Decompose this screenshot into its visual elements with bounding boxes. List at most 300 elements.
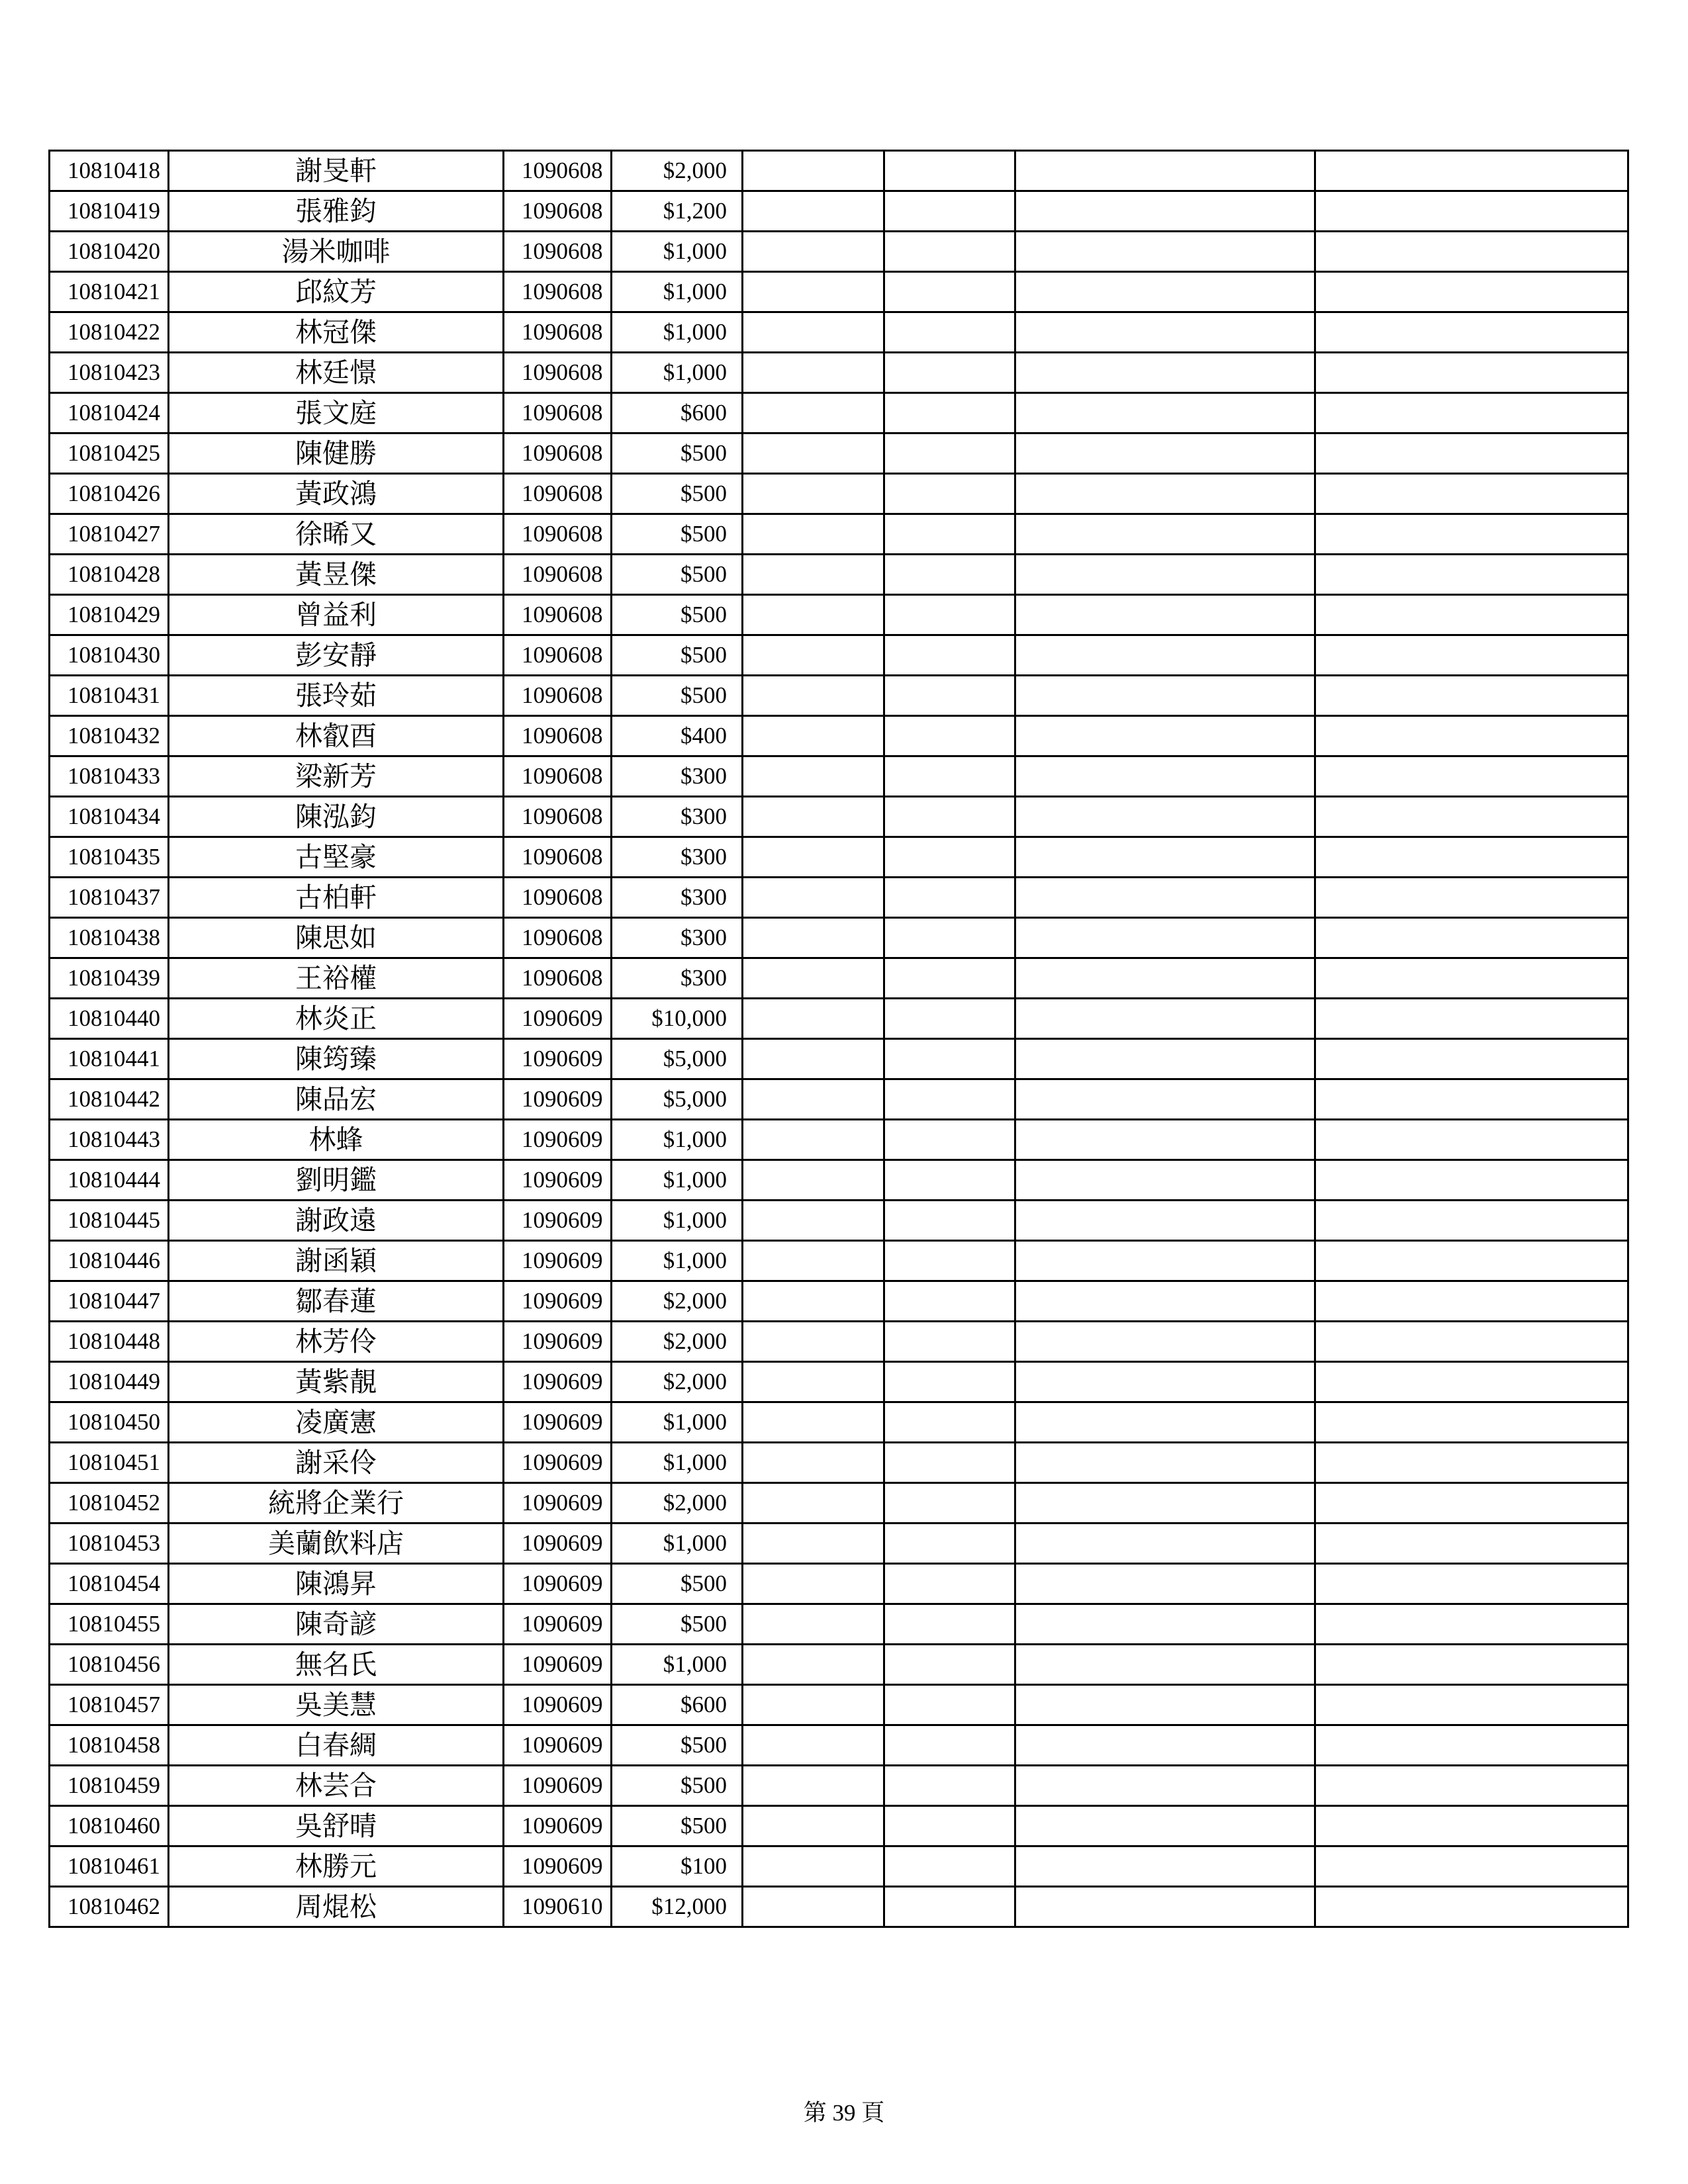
table-row <box>50 272 1628 312</box>
blank-cell <box>1015 1241 1315 1281</box>
date-cell: 1090609 <box>504 1846 612 1887</box>
blank-cell <box>1315 1039 1628 1079</box>
blank-cell <box>884 1362 1015 1402</box>
table-row <box>50 676 1628 716</box>
blank-cell <box>884 151 1015 191</box>
blank-cell <box>1015 999 1315 1039</box>
table-row <box>50 1120 1628 1160</box>
receipt-id-cell: 10810458 <box>50 1725 169 1766</box>
date-cell: 1090608 <box>504 353 612 393</box>
amount-cell: $500 <box>612 433 743 474</box>
amount-cell: $2,000 <box>612 1483 743 1524</box>
amount-cell: $1,000 <box>612 1201 743 1241</box>
blank-cell <box>1315 191 1628 232</box>
amount-cell: $5,000 <box>612 1079 743 1120</box>
donor-name-cell: 王裕權 <box>169 958 504 999</box>
page-number: 第 39 頁 <box>803 2100 885 2126</box>
blank-cell <box>1015 716 1315 756</box>
blank-cell <box>884 514 1015 555</box>
donor-name-cell: 謝采伶 <box>169 1443 504 1483</box>
blank-cell <box>1315 1766 1628 1806</box>
receipt-id-cell: 10810451 <box>50 1443 169 1483</box>
amount-cell: $1,000 <box>612 232 743 272</box>
amount-cell: $400 <box>612 716 743 756</box>
blank-cell <box>1015 595 1315 635</box>
date-cell: 1090609 <box>504 1524 612 1564</box>
date-cell: 1090609 <box>504 1645 612 1685</box>
blank-cell <box>1015 1846 1315 1887</box>
amount-cell: $2,000 <box>612 1322 743 1362</box>
blank-cell <box>1015 1281 1315 1322</box>
blank-cell <box>1015 1887 1315 1927</box>
amount-cell: $1,000 <box>612 1443 743 1483</box>
table-row <box>50 595 1628 635</box>
donor-name-cell: 白春綢 <box>169 1725 504 1766</box>
blank-cell <box>743 999 884 1039</box>
blank-cell <box>884 1160 1015 1201</box>
receipt-id-cell: 10810452 <box>50 1483 169 1524</box>
blank-cell <box>1315 958 1628 999</box>
table-row <box>50 756 1628 797</box>
blank-cell <box>1315 1483 1628 1524</box>
table-row <box>50 1281 1628 1322</box>
blank-cell <box>1015 635 1315 676</box>
date-cell: 1090608 <box>504 514 612 555</box>
date-cell: 1090610 <box>504 1887 612 1927</box>
receipt-id-cell: 10810455 <box>50 1604 169 1645</box>
blank-cell <box>884 1281 1015 1322</box>
blank-cell <box>743 595 884 635</box>
blank-cell <box>884 353 1015 393</box>
blank-cell <box>1015 756 1315 797</box>
blank-cell <box>1315 1201 1628 1241</box>
blank-cell <box>743 878 884 918</box>
blank-cell <box>1015 1322 1315 1362</box>
date-cell: 1090608 <box>504 635 612 676</box>
blank-cell <box>1015 1120 1315 1160</box>
blank-cell <box>1315 312 1628 353</box>
date-cell: 1090608 <box>504 918 612 958</box>
donor-name-cell: 古柏軒 <box>169 878 504 918</box>
receipt-id-cell: 10810429 <box>50 595 169 635</box>
receipt-id-cell: 10810461 <box>50 1846 169 1887</box>
date-cell: 1090608 <box>504 191 612 232</box>
blank-cell <box>743 191 884 232</box>
receipt-id-cell: 10810431 <box>50 676 169 716</box>
blank-cell <box>1015 1483 1315 1524</box>
blank-cell <box>1015 837 1315 878</box>
donor-name-cell: 美蘭飲料店 <box>169 1524 504 1564</box>
receipt-id-cell: 10810444 <box>50 1160 169 1201</box>
blank-cell <box>1315 1564 1628 1604</box>
blank-cell <box>884 1685 1015 1725</box>
receipt-id-cell: 10810433 <box>50 756 169 797</box>
date-cell: 1090609 <box>504 1039 612 1079</box>
table-row <box>50 918 1628 958</box>
table-row <box>50 1846 1628 1887</box>
date-cell: 1090608 <box>504 756 612 797</box>
receipt-id-cell: 10810462 <box>50 1887 169 1927</box>
blank-cell <box>743 514 884 555</box>
blank-cell <box>743 1443 884 1483</box>
blank-cell <box>743 272 884 312</box>
amount-cell: $1,000 <box>612 1402 743 1443</box>
amount-cell: $500 <box>612 1604 743 1645</box>
donor-name-cell: 邱紋芳 <box>169 272 504 312</box>
blank-cell <box>1315 837 1628 878</box>
date-cell: 1090608 <box>504 151 612 191</box>
amount-cell: $5,000 <box>612 1039 743 1079</box>
blank-cell <box>1315 474 1628 514</box>
blank-cell <box>884 595 1015 635</box>
amount-cell: $500 <box>612 595 743 635</box>
donor-name-cell: 梁新芳 <box>169 756 504 797</box>
blank-cell <box>884 878 1015 918</box>
receipt-id-cell: 10810435 <box>50 837 169 878</box>
blank-cell <box>1315 1443 1628 1483</box>
blank-cell <box>1315 433 1628 474</box>
blank-cell <box>884 958 1015 999</box>
donor-name-cell: 林勝元 <box>169 1846 504 1887</box>
blank-cell <box>1015 1766 1315 1806</box>
blank-cell <box>743 151 884 191</box>
amount-cell: $300 <box>612 958 743 999</box>
amount-cell: $2,000 <box>612 1362 743 1402</box>
donor-name-cell: 鄒春蓮 <box>169 1281 504 1322</box>
blank-cell <box>1315 1281 1628 1322</box>
blank-cell <box>1315 1685 1628 1725</box>
blank-cell <box>884 1322 1015 1362</box>
table-row <box>50 353 1628 393</box>
blank-cell <box>743 1846 884 1887</box>
date-cell: 1090609 <box>504 1120 612 1160</box>
donor-name-cell: 曾益利 <box>169 595 504 635</box>
blank-cell <box>1015 878 1315 918</box>
blank-cell <box>1315 1322 1628 1362</box>
amount-cell: $1,200 <box>612 191 743 232</box>
receipt-id-cell: 10810418 <box>50 151 169 191</box>
donor-name-cell: 陳健勝 <box>169 433 504 474</box>
donor-name-cell: 黃紫靚 <box>169 1362 504 1402</box>
amount-cell: $1,000 <box>612 1524 743 1564</box>
table-row <box>50 1201 1628 1241</box>
blank-cell <box>743 393 884 433</box>
receipt-id-cell: 10810446 <box>50 1241 169 1281</box>
blank-cell <box>1015 272 1315 312</box>
blank-cell <box>1015 1524 1315 1564</box>
blank-cell <box>884 1806 1015 1846</box>
blank-cell <box>743 1645 884 1685</box>
receipt-id-cell: 10810453 <box>50 1524 169 1564</box>
receipt-id-cell: 10810437 <box>50 878 169 918</box>
blank-cell <box>884 1846 1015 1887</box>
date-cell: 1090609 <box>504 1402 612 1443</box>
blank-cell <box>743 918 884 958</box>
table-row <box>50 1564 1628 1604</box>
blank-cell <box>1015 1039 1315 1079</box>
blank-cell <box>1015 1402 1315 1443</box>
table-row <box>50 797 1628 837</box>
table-row <box>50 1039 1628 1079</box>
table-row <box>50 837 1628 878</box>
blank-cell <box>743 1322 884 1362</box>
blank-cell <box>1315 756 1628 797</box>
blank-cell <box>743 1281 884 1322</box>
blank-cell <box>1015 353 1315 393</box>
table-row <box>50 1645 1628 1685</box>
date-cell: 1090609 <box>504 1604 612 1645</box>
blank-cell <box>743 1079 884 1120</box>
donor-name-cell: 統將企業行 <box>169 1483 504 1524</box>
receipt-id-cell: 10810434 <box>50 797 169 837</box>
donor-name-cell: 劉明鑑 <box>169 1160 504 1201</box>
blank-cell <box>884 1564 1015 1604</box>
date-cell: 1090608 <box>504 716 612 756</box>
donor-name-cell: 湯米咖啡 <box>169 232 504 272</box>
blank-cell <box>884 635 1015 676</box>
blank-cell <box>1015 514 1315 555</box>
table-row <box>50 232 1628 272</box>
table-row <box>50 433 1628 474</box>
blank-cell <box>743 837 884 878</box>
blank-cell <box>743 232 884 272</box>
blank-cell <box>743 716 884 756</box>
table-row <box>50 1402 1628 1443</box>
date-cell: 1090609 <box>504 1685 612 1725</box>
amount-cell: $500 <box>612 1564 743 1604</box>
blank-cell <box>1315 676 1628 716</box>
date-cell: 1090608 <box>504 393 612 433</box>
blank-cell <box>743 1887 884 1927</box>
donor-name-cell: 張雅鈞 <box>169 191 504 232</box>
blank-cell <box>1315 1887 1628 1927</box>
table-row <box>50 514 1628 555</box>
blank-cell <box>1315 1725 1628 1766</box>
ledger-body <box>50 151 1628 1927</box>
blank-cell <box>884 1241 1015 1281</box>
blank-cell <box>884 1483 1015 1524</box>
blank-cell <box>884 716 1015 756</box>
receipt-id-cell: 10810426 <box>50 474 169 514</box>
receipt-id-cell: 10810449 <box>50 1362 169 1402</box>
blank-cell <box>1315 878 1628 918</box>
receipt-id-cell: 10810450 <box>50 1402 169 1443</box>
blank-cell <box>743 1725 884 1766</box>
blank-cell <box>1315 1524 1628 1564</box>
date-cell: 1090608 <box>504 272 612 312</box>
date-cell: 1090609 <box>504 999 612 1039</box>
table-row <box>50 312 1628 353</box>
receipt-id-cell: 10810445 <box>50 1201 169 1241</box>
blank-cell <box>743 474 884 514</box>
date-cell: 1090608 <box>504 595 612 635</box>
blank-cell <box>743 1524 884 1564</box>
blank-cell <box>743 1241 884 1281</box>
blank-cell <box>743 1604 884 1645</box>
blank-cell <box>1015 433 1315 474</box>
blank-cell <box>884 837 1015 878</box>
blank-cell <box>1315 1120 1628 1160</box>
blank-cell <box>884 918 1015 958</box>
donation-ledger-table <box>48 150 1629 1928</box>
amount-cell: $600 <box>612 393 743 433</box>
donor-name-cell: 謝政遠 <box>169 1201 504 1241</box>
blank-cell <box>1315 555 1628 595</box>
receipt-id-cell: 10810423 <box>50 353 169 393</box>
blank-cell <box>1315 1241 1628 1281</box>
blank-cell <box>743 1362 884 1402</box>
blank-cell <box>884 1766 1015 1806</box>
donor-name-cell: 徐晞又 <box>169 514 504 555</box>
receipt-id-cell: 10810428 <box>50 555 169 595</box>
receipt-id-cell: 10810460 <box>50 1806 169 1846</box>
amount-cell: $500 <box>612 474 743 514</box>
donor-name-cell: 陳品宏 <box>169 1079 504 1120</box>
blank-cell <box>743 1806 884 1846</box>
receipt-id-cell: 10810432 <box>50 716 169 756</box>
date-cell: 1090608 <box>504 878 612 918</box>
blank-cell <box>1015 1604 1315 1645</box>
amount-cell: $500 <box>612 1725 743 1766</box>
blank-cell <box>1315 151 1628 191</box>
table-row <box>50 1887 1628 1927</box>
blank-cell <box>884 272 1015 312</box>
receipt-id-cell: 10810454 <box>50 1564 169 1604</box>
date-cell: 1090609 <box>504 1362 612 1402</box>
amount-cell: $300 <box>612 837 743 878</box>
blank-cell <box>1015 1645 1315 1685</box>
blank-cell <box>1015 1079 1315 1120</box>
receipt-id-cell: 10810441 <box>50 1039 169 1079</box>
table-row <box>50 1362 1628 1402</box>
date-cell: 1090608 <box>504 837 612 878</box>
date-cell: 1090609 <box>504 1766 612 1806</box>
blank-cell <box>884 1887 1015 1927</box>
blank-cell <box>884 676 1015 716</box>
date-cell: 1090609 <box>504 1725 612 1766</box>
amount-cell: $600 <box>612 1685 743 1725</box>
table-row <box>50 1524 1628 1564</box>
table-row <box>50 191 1628 232</box>
donor-name-cell: 彭安靜 <box>169 635 504 676</box>
table-row <box>50 474 1628 514</box>
date-cell: 1090609 <box>504 1443 612 1483</box>
amount-cell: $1,000 <box>612 1160 743 1201</box>
blank-cell <box>743 312 884 353</box>
table-row <box>50 958 1628 999</box>
blank-cell <box>1015 474 1315 514</box>
donor-name-cell: 林叡酉 <box>169 716 504 756</box>
amount-cell: $300 <box>612 878 743 918</box>
blank-cell <box>884 797 1015 837</box>
blank-cell <box>884 1079 1015 1120</box>
receipt-id-cell: 10810447 <box>50 1281 169 1322</box>
amount-cell: $500 <box>612 635 743 676</box>
amount-cell: $1,000 <box>612 353 743 393</box>
date-cell: 1090609 <box>504 1160 612 1201</box>
blank-cell <box>743 1120 884 1160</box>
blank-cell <box>1015 676 1315 716</box>
amount-cell: $1,000 <box>612 272 743 312</box>
blank-cell <box>1315 393 1628 433</box>
donor-name-cell: 陳泓鈞 <box>169 797 504 837</box>
blank-cell <box>1015 918 1315 958</box>
donor-name-cell: 陳思如 <box>169 918 504 958</box>
blank-cell <box>1015 1564 1315 1604</box>
table-row <box>50 1241 1628 1281</box>
receipt-id-cell: 10810438 <box>50 918 169 958</box>
amount-cell: $1,000 <box>612 1241 743 1281</box>
donor-name-cell: 謝旻軒 <box>169 151 504 191</box>
blank-cell <box>743 635 884 676</box>
amount-cell: $300 <box>612 918 743 958</box>
blank-cell <box>884 999 1015 1039</box>
table-row <box>50 1160 1628 1201</box>
amount-cell: $300 <box>612 756 743 797</box>
blank-cell <box>884 1524 1015 1564</box>
receipt-id-cell: 10810419 <box>50 191 169 232</box>
blank-cell <box>743 1160 884 1201</box>
blank-cell <box>743 433 884 474</box>
blank-cell <box>1015 151 1315 191</box>
blank-cell <box>743 1039 884 1079</box>
amount-cell: $500 <box>612 1766 743 1806</box>
blank-cell <box>1315 1362 1628 1402</box>
donor-name-cell: 吳舒晴 <box>169 1806 504 1846</box>
blank-cell <box>884 474 1015 514</box>
amount-cell: $500 <box>612 555 743 595</box>
receipt-id-cell: 10810421 <box>50 272 169 312</box>
blank-cell <box>1015 555 1315 595</box>
blank-cell <box>884 1645 1015 1685</box>
table-row <box>50 878 1628 918</box>
blank-cell <box>1315 1079 1628 1120</box>
blank-cell <box>1315 797 1628 837</box>
blank-cell <box>884 312 1015 353</box>
blank-cell <box>1015 1806 1315 1846</box>
amount-cell: $300 <box>612 797 743 837</box>
donor-name-cell: 張文庭 <box>169 393 504 433</box>
donor-name-cell: 林冠傑 <box>169 312 504 353</box>
blank-cell <box>1315 1645 1628 1685</box>
date-cell: 1090608 <box>504 474 612 514</box>
receipt-id-cell: 10810427 <box>50 514 169 555</box>
table-row <box>50 1322 1628 1362</box>
table-row <box>50 1483 1628 1524</box>
blank-cell <box>743 1564 884 1604</box>
blank-cell <box>1315 272 1628 312</box>
table-row <box>50 1079 1628 1120</box>
blank-cell <box>1315 1846 1628 1887</box>
table-row <box>50 151 1628 191</box>
table-row <box>50 1685 1628 1725</box>
blank-cell <box>884 1039 1015 1079</box>
donor-name-cell: 林芸合 <box>169 1766 504 1806</box>
donor-name-cell: 謝函穎 <box>169 1241 504 1281</box>
blank-cell <box>743 353 884 393</box>
blank-cell <box>743 1201 884 1241</box>
date-cell: 1090608 <box>504 958 612 999</box>
blank-cell <box>1315 1806 1628 1846</box>
blank-cell <box>743 958 884 999</box>
blank-cell <box>1315 595 1628 635</box>
blank-cell <box>743 676 884 716</box>
table-row <box>50 1806 1628 1846</box>
blank-cell <box>884 756 1015 797</box>
amount-cell: $500 <box>612 1806 743 1846</box>
blank-cell <box>1015 1160 1315 1201</box>
date-cell: 1090609 <box>504 1281 612 1322</box>
